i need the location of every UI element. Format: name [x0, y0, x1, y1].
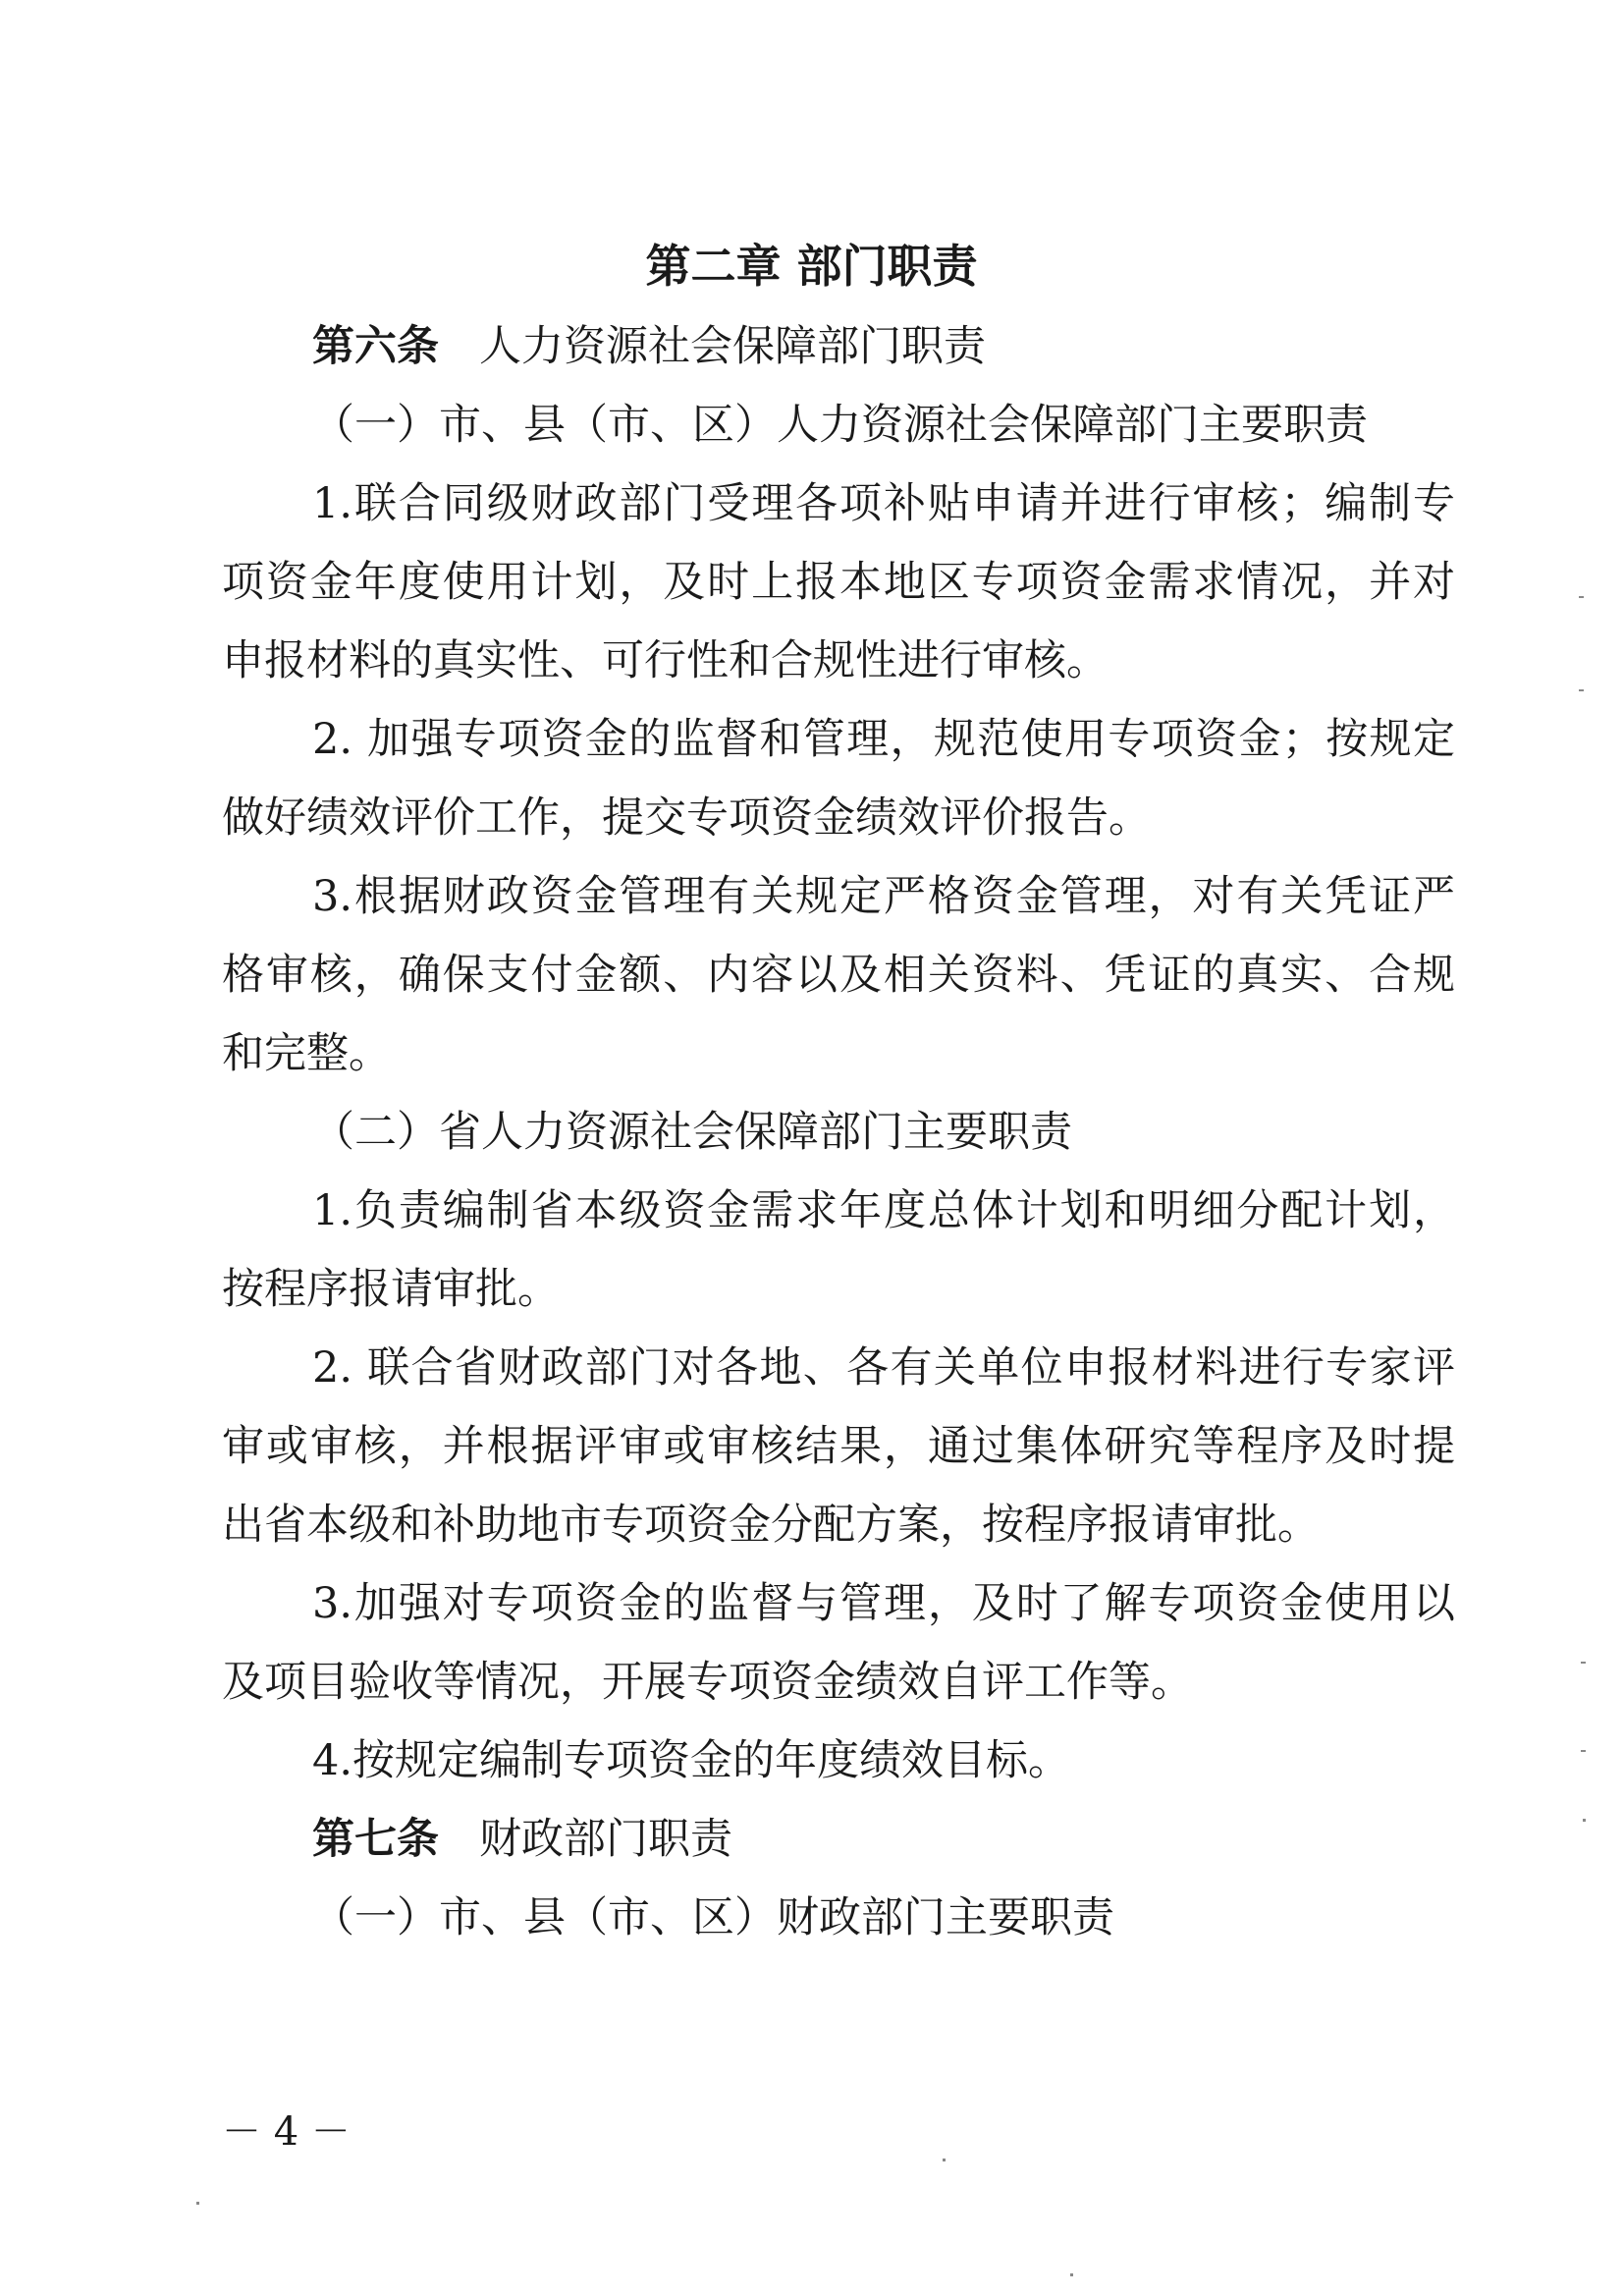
scan-speck [1581, 1662, 1586, 1664]
scan-speck [1579, 689, 1584, 691]
section-2-heading: （二）省人力资源社会保障部门主要职责 [312, 1108, 1072, 1157]
chapter-title: 第二章 部门职责 [645, 240, 978, 293]
paragraph-line: 3.加强对专项资金的监督与管理，及时了解专项资金使用以 [312, 1579, 1455, 1628]
scan-speck [1581, 1750, 1586, 1752]
scan-speck [1579, 596, 1584, 598]
paragraph-line: 及项目验收等情况，开展专项资金绩效自评工作等。 [222, 1658, 1193, 1707]
paragraph-line: 出省本级和补助地市专项资金分配方案，按程序报请审批。 [222, 1501, 1320, 1550]
scan-speck [943, 2159, 946, 2161]
scan-speck [1070, 2273, 1073, 2276]
section-3-heading: （一）市、县（市、区）财政部门主要职责 [312, 1893, 1114, 1942]
article-7-title: 财政部门职责 [479, 1815, 733, 1864]
paragraph-line: 项资金年度使用计划，及时上报本地区专项资金需求情况，并对 [222, 558, 1455, 607]
paragraph-line: 申报材料的真实性、可行性和合规性进行审核。 [222, 636, 1109, 685]
article-7-heading [312, 1815, 733, 1864]
paragraph-line: 做好绩效评价工作，提交专项资金绩效评价报告。 [222, 793, 1151, 843]
paragraph-line: 2. 加强专项资金的监督和管理，规范使用专项资金；按规定 [312, 715, 1455, 764]
page-number: － 4 － [222, 2109, 351, 2155]
paragraph-line: 和完整。 [222, 1029, 391, 1078]
scan-speck [1583, 1819, 1586, 1822]
article-6-label: 第六条 [312, 322, 439, 371]
scan-speck [196, 2202, 199, 2205]
paragraph-line: 2. 联合省财政部门对各地、各有关单位申报材料进行专家评 [312, 1343, 1455, 1393]
paragraph-line: 1.联合同级财政部门受理各项补贴申请并进行审核；编制专 [312, 479, 1455, 528]
article-7-label: 第七条 [312, 1815, 439, 1864]
paragraph-line: 按程序报请审批。 [222, 1265, 560, 1314]
paragraph-line: 3.根据财政资金管理有关规定严格资金管理，对有关凭证严 [312, 872, 1455, 921]
section-1-heading: （一）市、县（市、区）人力资源社会保障部门主要职责 [312, 401, 1368, 450]
article-6-title: 人力资源社会保障部门职责 [479, 322, 987, 371]
paragraph-line: 1.负责编制省本级资金需求年度总体计划和明细分配计划， [312, 1186, 1455, 1235]
paragraph-line: 4.按规定编制专项资金的年度绩效目标。 [312, 1736, 1071, 1785]
article-6-heading [312, 322, 987, 371]
paragraph-line: 格审核，确保支付金额、内容以及相关资料、凭证的真实、合规 [222, 951, 1455, 1000]
paragraph-line: 审或审核，并根据评审或审核结果，通过集体研究等程序及时提 [222, 1422, 1455, 1471]
